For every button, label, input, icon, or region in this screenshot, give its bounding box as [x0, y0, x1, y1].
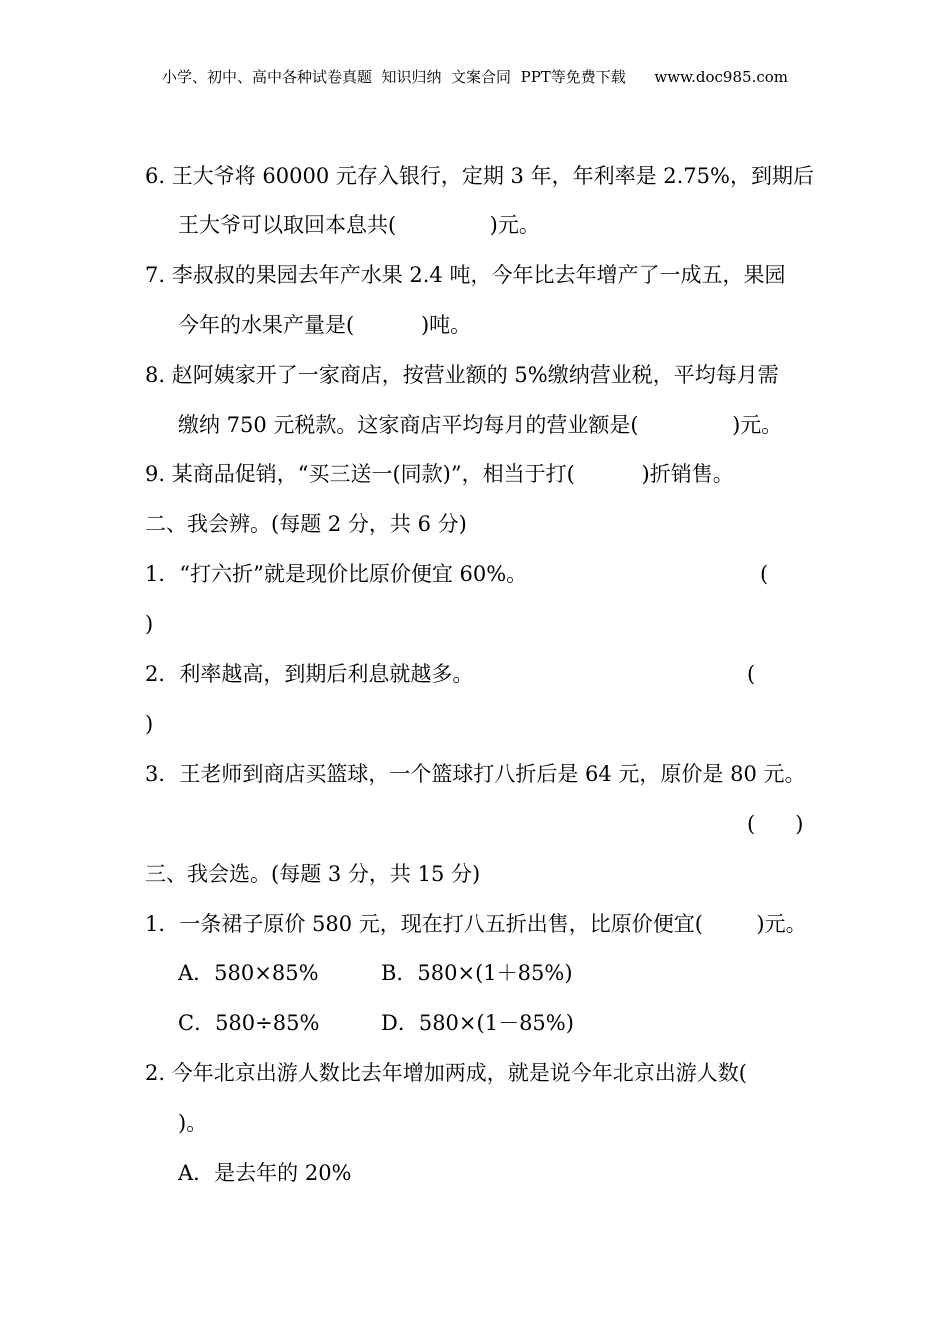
section3-q2-option-a: A．是去年的 20%: [178, 1161, 352, 1185]
q6-line2: 王大爷可以取回本息共( )元。: [178, 213, 540, 237]
section2-q2-text: 2．利率越高，到期后利息就越多。: [145, 662, 474, 686]
q7-line2: 今年的水果产量是( )吨。: [178, 313, 472, 337]
section2-q3-brackets: ( ): [747, 812, 804, 836]
q8-line1: 8. 赵阿姨家开了一家商店，按营业额的 5%缴纳营业税，平均每月需: [145, 363, 779, 387]
page-header: 小学、初中、高中各种试卷真题 知识归纳 文案合同 PPT等免费下载 www.doc985.com: [161, 68, 788, 86]
section3-q1-option-d: D．580×(1－85%): [381, 1011, 574, 1035]
q6-line1: 6. 王大爷将 60000 元存入银行，定期 3 年，年利率是 2.75%，到期后: [145, 164, 814, 188]
section3-title: 三、我会选。(每题 3 分，共 15 分): [145, 862, 481, 886]
section2-title: 二、我会辨。(每题 2 分，共 6 分): [145, 512, 467, 536]
section3-q1-option-a: A．580×85%: [178, 961, 319, 985]
section2-q2-open-bracket: (: [747, 662, 756, 686]
section3-q2-line1: 2. 今年北京出游人数比去年增加两成，就是说今年北京出游人数(: [145, 1061, 747, 1085]
section2-q1-text: 1．“打六折”就是现价比原价便宜 60%。: [145, 562, 528, 586]
q8-line2: 缴纳 750 元税款。这家商店平均每月的营业额是( )元。: [178, 413, 783, 437]
q7-line1: 7. 李叔叔的果园去年产水果 2.4 吨，今年比去年增产了一成五，果园: [145, 263, 786, 287]
q9-line1: 9. 某商品促销，“买三送一(同款)”，相当于打( )折销售。: [145, 462, 734, 486]
section3-q1-option-b: B．580×(1＋85%): [381, 961, 573, 985]
section3-q1-text: 1．一条裙子原价 580 元，现在打八五折出售，比原价便宜( )元。: [145, 912, 807, 936]
section2-q1-open-bracket: (: [760, 562, 769, 586]
section3-q2-line2: )。: [178, 1111, 208, 1135]
section3-q1-option-c: C．580÷85%: [178, 1011, 320, 1035]
section2-q2-close-bracket: ): [145, 712, 154, 736]
section2-q3-text: 3．王老师到商店买篮球，一个篮球打八折后是 64 元，原价是 80 元。: [145, 762, 806, 786]
section2-q1-close-bracket: ): [145, 612, 154, 636]
